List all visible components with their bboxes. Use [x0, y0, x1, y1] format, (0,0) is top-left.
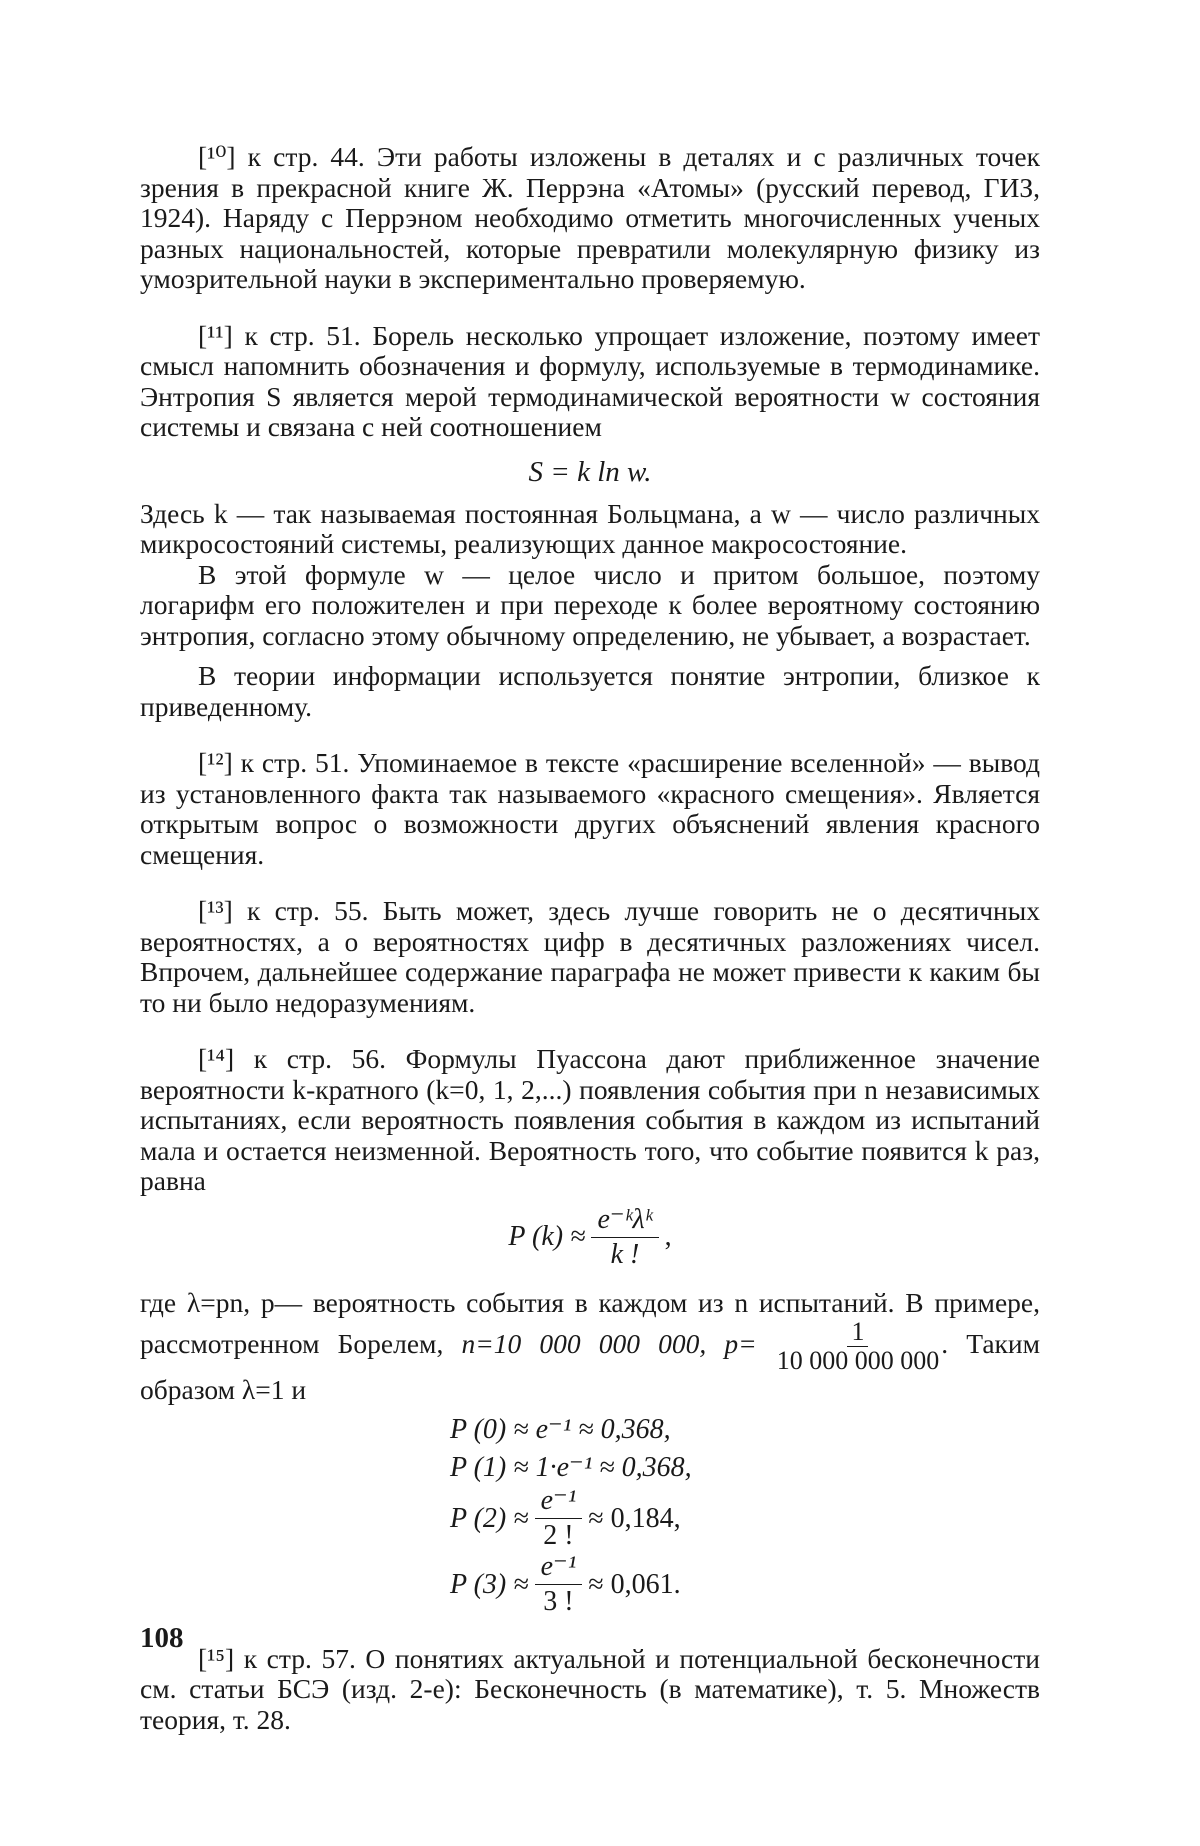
calc-p3-den: 3 !	[543, 1586, 574, 1617]
poisson-fraction	[591, 1205, 658, 1270]
p-denominator: 10 000 000 000	[776, 1346, 940, 1375]
note-11: [¹¹] к стр. 51. Борель несколько упрощает изложение, поэтому имеет смысл напомнить обозначения и формулу, используемые в термодинамике. Энтропия S является мерой термодинамической вероятности w состояния системы и связана с ней соотношением	[140, 319, 1040, 442]
calc-p0: P (0) ≈ e⁻¹ ≈ 0,368,	[450, 1413, 671, 1445]
calc-row	[450, 1448, 1040, 1486]
calc-p2-rhs: ≈ 0,184,	[588, 1502, 681, 1534]
calc-p2-fraction	[535, 1486, 583, 1551]
poisson-where-b: . Таким образом λ=1 и	[140, 1327, 1041, 1405]
note-11-paragraph-3: В теории информации используется понятие энтропии, близкое к приведенному.	[140, 660, 1040, 722]
note-15: [¹⁵] к стр. 57. О понятиях актуальной и потенциальной бесконечности см. статьи БСЭ (изд. 2-е): Бесконечность (в математике), т. 5. Множеств теория, т. 28.	[140, 1642, 1040, 1735]
calc-p3-rhs: ≈ 0,061.	[588, 1568, 681, 1600]
poisson-denominator: k !	[610, 1238, 640, 1270]
n-value: n=10 000 000 000,	[461, 1327, 707, 1359]
calc-p3-fraction	[535, 1552, 583, 1617]
p-lhs: p=	[724, 1327, 757, 1359]
entropy-formula: S = k ln w.	[528, 455, 652, 488]
poisson-lhs: P (k) ≈	[508, 1221, 586, 1252]
calc-p2-num: e⁻¹	[535, 1486, 583, 1519]
poisson-where-a: где λ=pn, p— вероятность события в каждом из n испытаний. В примере, рассмотренном Борелем,	[140, 1286, 1040, 1359]
poisson-numerator: e⁻ᵏλᵏ	[591, 1205, 658, 1238]
poisson-formula: P (k) ≈ $\frac{\text{e⁻ᵏλᵏ}}{k !}$ ,	[508, 1203, 672, 1270]
text-column	[140, 142, 1040, 1735]
calc-row	[450, 1552, 1040, 1618]
calc-row	[450, 1486, 1040, 1552]
note-11-explanation: Здесь k — так называемая постоянная Больцмана, а w — число различных микросостояний системы, реализующих данное макросостояние.	[140, 497, 1040, 559]
p-numerator: 1	[847, 1318, 868, 1347]
poisson-where	[140, 1288, 1040, 1406]
calc-row	[450, 1410, 1040, 1448]
calc-p3-lhs: P (3) ≈	[450, 1568, 529, 1600]
page-number: 108	[140, 1622, 184, 1654]
poisson-calculations	[450, 1410, 1040, 1618]
note-10: [¹⁰] к стр. 44. Эти работы изложены в деталях и с различных точек зрения в прекрасной книге Ж. Перрэна «Атомы» (русский перевод, ГИЗ, 1924). Наряду с Перрэном необходимо отметить многочисленных ученых разных национальностей, которые превратили молекулярную физику из умозрительной науки в экспериментально проверяемую.	[140, 141, 1040, 294]
note-13: [¹³] к стр. 55. Быть может, здесь лучше говорить не о десятичных вероятностях, а о вероятностях цифр в десятичных разложениях чисел. Впрочем, дальнейшее содержание параграфа не может привести к каким бы то ни было недоразумениям.	[140, 895, 1040, 1018]
calc-p2-lhs: P (2) ≈	[450, 1502, 529, 1534]
note-12: [¹²] к стр. 51. Упоминаемое в тексте «расширение вселенной» — вывод из установленного факта так называемого «красного смещения». Является открытым вопрос о возможности других объяснений явления красного смещения.	[140, 747, 1040, 870]
calc-p1: P (1) ≈ 1·e⁻¹ ≈ 0,368,	[450, 1451, 692, 1483]
p-fraction	[777, 1318, 940, 1375]
note-14: [¹⁴] к стр. 56. Формулы Пуассона дают приближенное значение вероятности k-кратного (k=0, 1, 2,...) появления события при n независимых испытаниях, если вероятность появления события в каждом из испытаний мала и остается неизменной. Вероятность того, что событие появится k раз, равна	[140, 1043, 1040, 1196]
calc-p3-num: e⁻¹	[535, 1552, 583, 1585]
calc-p2-den: 2 !	[543, 1520, 574, 1551]
note-11-paragraph-2: В этой формуле w — целое число и притом большое, поэтому логарифм его положителен и при переходе к более вероятному состоянию энтропия, согласно этому обычному определению, не убывает, а возрастает.	[140, 558, 1040, 651]
